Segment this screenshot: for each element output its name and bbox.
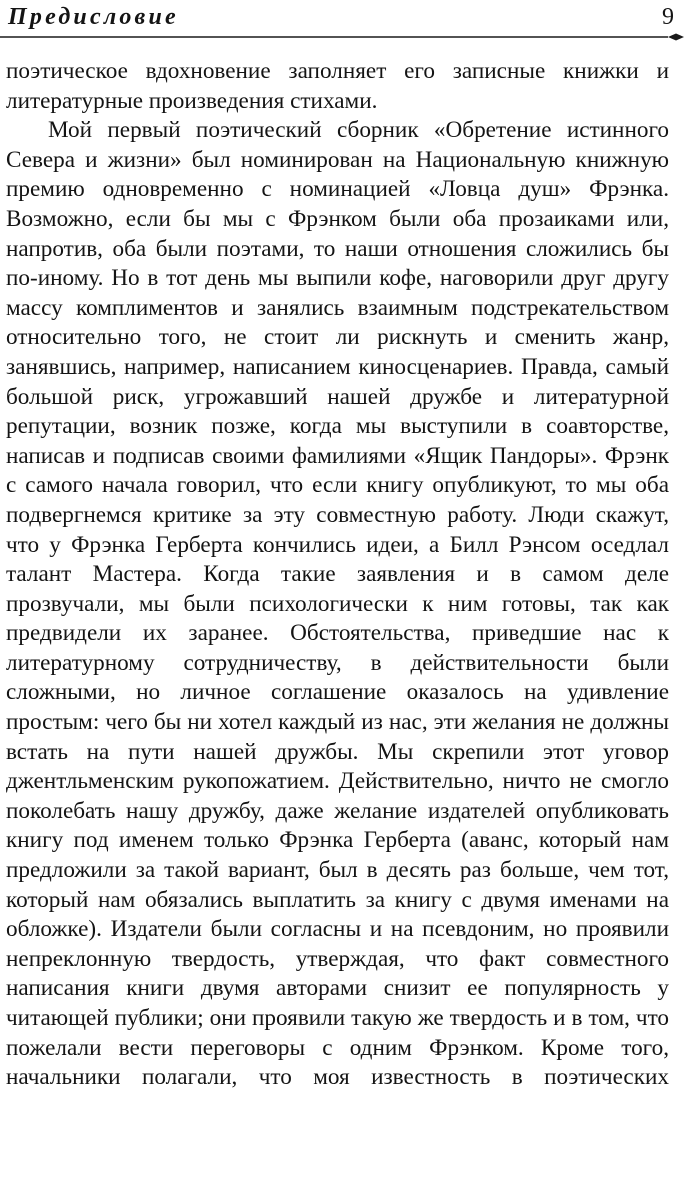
paragraph: Мой первый поэтический сборник «Обретение истинного Севера и жизни» был номинирован на Национальную книжную премию одновременно с номинацией «Ловца душ» Фрэнка. Возможно, если бы мы с Фрэнком были оба прозаиками или, напротив, оба были поэтами, то наши отношения сложились бы по-иному. Но в тот день мы выпили кофе, наговорили друг другу массу комплиментов и занялись взаимным подстрекательством относительно того, не стоит ли рискнуть и сменить жанр, занявшись, например, написанием киносценариев. Правда, самый большой риск, угрожавший нашей дружбе и литературной репутации, возник позже, когда мы выступили в соавторстве, написав и подписав своими фамилиями «Ящик Пандоры». Фрэнк с самого начала говорил, что если книгу опубликуют, то мы оба подвергнемся критике за эту совместную работу. Люди скажут, что у Фрэнка Герберта кончились идеи, а Билл Рэнсом оседлал талант Мастера. Когда такие заявления и в самом деле прозвучали, мы были психологически к ним готовы, так как предвидели их заранее. Обстоятельства, приведшие нас к литературному сотрудничеству, в действительности были сложными, но личное соглашение оказалось на удивление простым: чего бы ни хотел каждый из нас, эти желания не должны встать на пути нашей дружбы. Мы скрепили этот уговор джентльменским рукопожатием. Действительно, ничто не смогло поколебать нашу дружбу, даже желание издателей опубликовать книгу под именем только Фрэнка Герберта (аванс, который нам предложили за такой вариант, был в десять раз больше, чем тот, который нам обязались выплатить за книгу с двумя именами на обложке). Издатели были согласны и на псевдоним, но проявили непреклонную твердость, утверждая, что факт совместного написания книги двумя авторами снизит ее популярность у читающей публики; они проявили такую же твердость и в том, что пожелали вести переговоры с одним Фрэнком. Кроме того, начальники полагали, что моя известность в поэтических (6, 117, 669, 1091)
page-number: 9 (662, 4, 674, 30)
chapter-title: Предисловие (8, 4, 179, 30)
running-head (8, 2, 690, 32)
header-rule (0, 33, 700, 41)
body-text (6, 57, 669, 1093)
paragraph-continued: поэтическое вдохновение заполняет его записные книжки и литературные произведения стихами. (6, 58, 669, 114)
